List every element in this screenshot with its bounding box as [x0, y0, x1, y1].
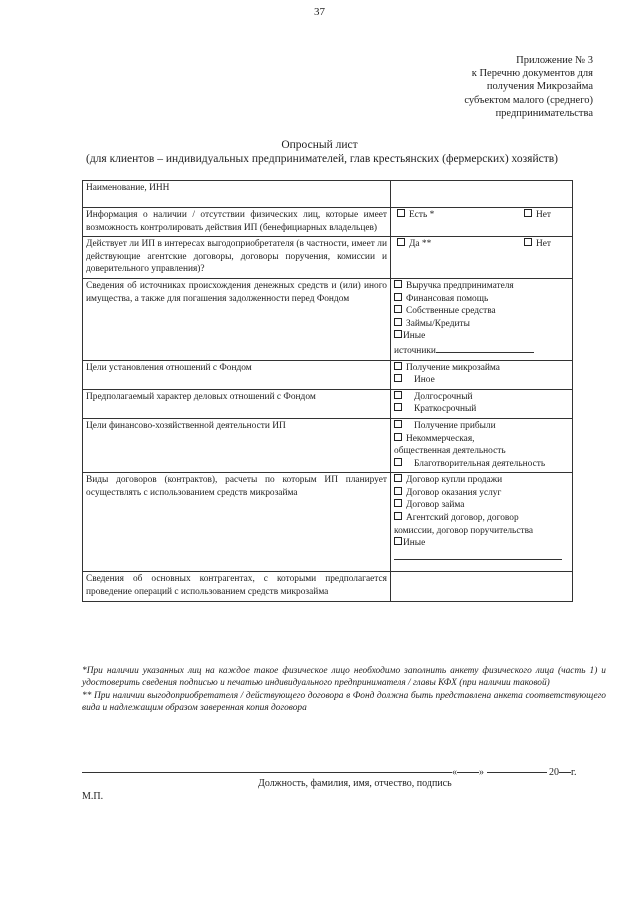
option-label: Да ** [409, 239, 432, 250]
checkbox-icon[interactable] [524, 209, 532, 217]
option-label: Договор займа [406, 500, 465, 511]
answer-fund-sources [391, 278, 573, 360]
checkbox-icon[interactable] [394, 330, 402, 338]
form-subtitle: (для клиентов – индивидуальных предпринимателей, глав крестьянских (фермерских) хозяйств) [85, 153, 558, 165]
option-no[interactable] [524, 238, 551, 251]
option-label: Агентский договор, договор [406, 513, 519, 524]
option-non-commercial[interactable] [394, 433, 569, 446]
year-field[interactable] [559, 772, 571, 773]
day-field[interactable] [457, 772, 479, 773]
year-suffix: г. [571, 767, 577, 778]
option-label: Есть * [409, 210, 435, 220]
checkbox-icon[interactable] [394, 474, 402, 482]
date-open-quote: « [452, 767, 457, 778]
option-label: Получение прибыли [414, 420, 496, 431]
stamp-label: М.П. [82, 791, 104, 802]
option-continuation: комиссии, договор поручительства [394, 525, 534, 536]
footnotes [82, 665, 606, 715]
checkbox-icon[interactable] [524, 238, 532, 246]
option-service-contract[interactable] [394, 487, 569, 500]
option-label: Нет [535, 239, 551, 250]
signature-line [82, 767, 576, 778]
question-name-inn: Наименование, ИНН [83, 181, 391, 208]
checkbox-icon[interactable] [394, 391, 402, 399]
form-title: Опросный лист [281, 139, 358, 151]
option-loan-contract[interactable] [394, 499, 569, 512]
answer-counterparties-field[interactable] [391, 572, 573, 601]
answer-contract-types [391, 473, 573, 572]
option-label: Займы/Кредиты [406, 318, 470, 329]
month-field[interactable] [487, 772, 547, 773]
questionnaire-table [82, 180, 573, 602]
option-label: Нет [535, 210, 551, 220]
year-prefix: 20 [549, 767, 559, 778]
checkbox-icon[interactable] [397, 209, 405, 217]
option-long-term[interactable] [394, 391, 569, 404]
table-row [83, 572, 573, 601]
option-label: Краткосрочный [414, 404, 477, 415]
option-sale-contract[interactable] [394, 474, 569, 487]
table-row [83, 237, 573, 279]
option-label: Благотворительная деятельность [414, 458, 546, 469]
checkbox-icon[interactable] [394, 280, 402, 288]
table-row [83, 181, 573, 208]
signature-caption: Должность, фамилия, имя, отчество, подпись [258, 778, 452, 789]
option-label: Собственные средства [406, 306, 496, 317]
option-agency-contract[interactable] [394, 512, 569, 525]
option-own-funds[interactable] [394, 305, 569, 318]
option-label: Иные [403, 331, 426, 342]
option-financial-aid[interactable] [394, 293, 569, 306]
appendix-line: субъектом малого (среднего) [464, 94, 593, 106]
other-contract-line[interactable] [394, 550, 569, 570]
option-other-goal[interactable] [394, 374, 569, 387]
appendix-line: Приложение № 3 [516, 55, 593, 66]
table-row [83, 208, 573, 237]
checkbox-icon[interactable] [394, 487, 402, 495]
table-row [83, 389, 573, 418]
option-label: Иное [414, 375, 435, 386]
option-label: Выручка предпринимателя [406, 280, 514, 291]
answer-relationship-nature [391, 389, 573, 418]
question-beneficial-owners: Информация о наличии / отсутствии физических лиц, которые имеет возможность контролировать действия ИП (бенефициарных владельцев) [83, 208, 391, 237]
checkbox-icon[interactable] [394, 403, 402, 411]
appendix-line: получения Микрозайма [486, 81, 593, 93]
option-profit[interactable] [394, 420, 569, 433]
checkbox-icon[interactable] [394, 293, 402, 301]
option-get-microloan[interactable] [394, 362, 569, 375]
table-row [83, 278, 573, 360]
option-short-term[interactable] [394, 403, 569, 416]
appendix-header [464, 54, 593, 120]
footnote: ** При наличии выгодоприобретателя / действующего договора в Фонд должна быть представлена анкета соответствующего вида и надлежащим образом заверенная копия договора [82, 690, 606, 714]
checkbox-icon[interactable] [394, 305, 402, 313]
option-loans[interactable] [394, 318, 569, 331]
question-contract-types: Виды договоров (контрактов), расчеты по которым ИП планирует осуществлять с использованием средств микрозайма [83, 473, 391, 572]
question-activity-goals: Цели финансово-хозяйственной деятельности ИП [83, 418, 391, 472]
checkbox-icon[interactable] [394, 433, 402, 441]
option-no[interactable] [524, 209, 551, 222]
table-row [83, 360, 573, 389]
signature-field[interactable] [82, 772, 452, 773]
option-label: Договор оказания услуг [406, 487, 502, 498]
blank-line[interactable] [436, 343, 534, 353]
option-label: Долгосрочный [414, 391, 473, 402]
option-continuation: общественная деятельность [394, 446, 506, 457]
date-close-quote: » [479, 767, 484, 778]
question-relationship-nature: Предполагаемый характер деловых отношений с Фондом [83, 389, 391, 418]
question-fund-sources: Сведения об источниках происхождения денежных средств и (или) иного имущества, а также для погашения задолженности перед Фондом [83, 278, 391, 360]
checkbox-icon[interactable] [394, 512, 402, 520]
footnote: *При наличии указанных лиц на каждое такое физическое лицо необходимо заполнить анкету физического лица (часть 1) и удостоверить сведения подписью и печатью индивидуального предпринимателя / главы КФХ (при наличии таковой) [82, 666, 606, 689]
checkbox-icon[interactable] [394, 374, 402, 382]
appendix-line: к Перечню документов для [471, 68, 593, 80]
option-other[interactable] [394, 330, 569, 343]
table-row [83, 473, 573, 572]
question-relationship-goals: Цели установления отношений с Фондом [83, 360, 391, 389]
option-yes[interactable] [397, 238, 431, 251]
option-other-contract[interactable] [394, 537, 569, 550]
blank-line[interactable] [394, 550, 562, 560]
option-revenue[interactable] [394, 280, 569, 293]
appendix-line: предпринимательства [495, 107, 593, 119]
checkbox-icon[interactable] [394, 499, 402, 507]
question-beneficiary: Действует ли ИП в интересах выгодоприобретателя (в частности, имеет ли действующие агентские договоры, договоры поручения, комиссии и доверительного управления)? [83, 237, 391, 279]
option-charity[interactable] [394, 458, 569, 471]
option-label: Некоммерческая, [406, 433, 475, 444]
answer-beneficiary [391, 237, 573, 279]
checkbox-icon[interactable] [394, 318, 402, 326]
checkbox-icon[interactable] [394, 362, 402, 370]
checkbox-icon[interactable] [394, 537, 402, 545]
option-label: Иные [403, 538, 426, 549]
option-yes[interactable] [397, 209, 434, 222]
checkbox-icon[interactable] [397, 238, 405, 246]
other-sources-line[interactable] [394, 343, 569, 358]
other-sources-label: источники [394, 345, 436, 356]
checkbox-icon[interactable] [394, 458, 402, 466]
answer-beneficial-owners [391, 208, 573, 237]
option-label: Договор купли продажи [406, 475, 503, 486]
option-label: Получение микрозайма [406, 362, 500, 373]
answer-relationship-goals [391, 360, 573, 389]
answer-name-inn-field[interactable] [391, 181, 573, 208]
table-row [83, 418, 573, 472]
page-number: 37 [314, 6, 325, 18]
option-label: Финансовая помощь [406, 293, 489, 304]
checkbox-icon[interactable] [394, 420, 402, 428]
answer-activity-goals [391, 418, 573, 472]
question-counterparties: Сведения об основных контрагентах, с которыми предполагается проведение операций с использованием средств микрозайма [83, 572, 391, 601]
